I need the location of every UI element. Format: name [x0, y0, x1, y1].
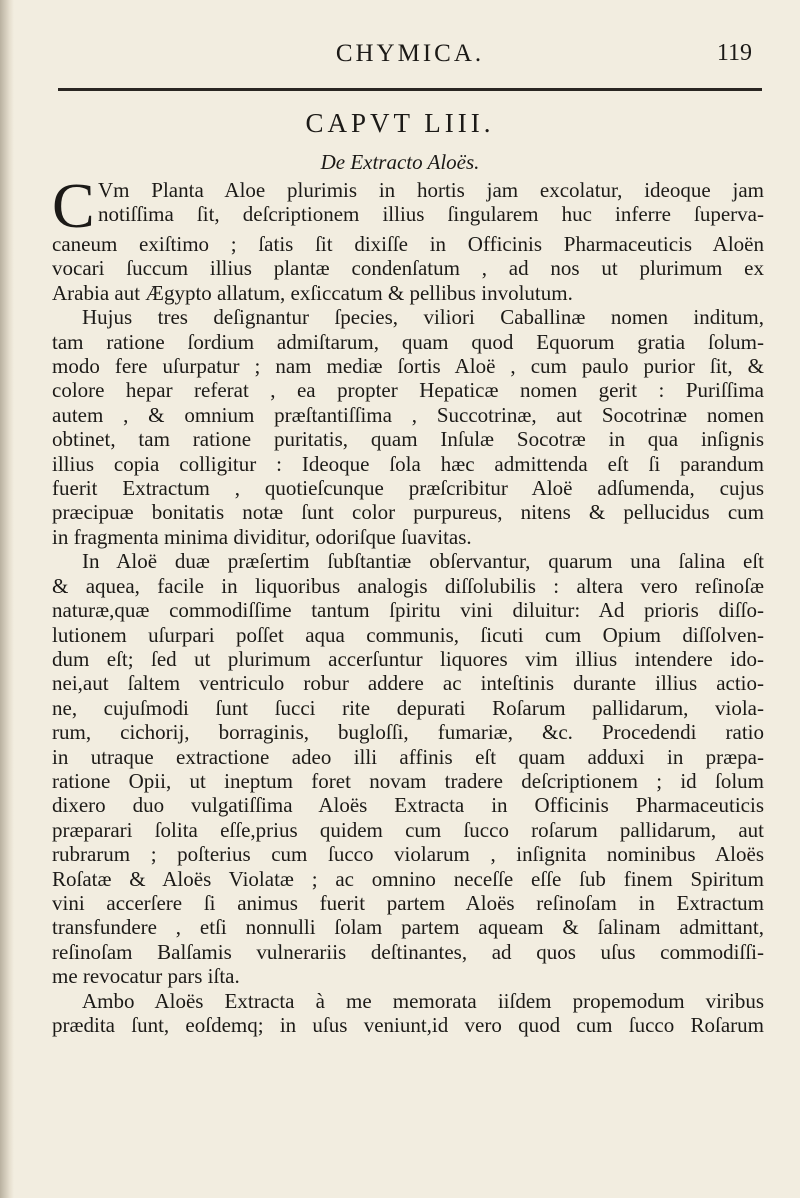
text-line: prædita ſunt, eoſdemq; in uſus veniunt,id vero quod cum ſucco Roſarum: [52, 1013, 764, 1037]
drop-cap: C: [52, 170, 95, 241]
page-gutter: [0, 0, 14, 1198]
text-line: vini accerſere ſi animus fuerit partem Aloës reſinoſam in Extractum: [52, 890, 764, 915]
text-line: colore hepar referat , ea propter Hepaticæ nomen gerit : Puriſſima: [52, 378, 764, 403]
text-line: nei,aut ſaltem ventriculo robur addere ac inteſtinis durante illius actio-: [52, 671, 764, 696]
text-line: reſinoſam Balſamis vulnerariis deſtinantes, ad quos uſus commodiſſi-: [52, 939, 764, 964]
text-line: modo fere uſurpatur ; nam mediæ ſortis Aloë , cum paulo purior ſit, &: [52, 354, 764, 379]
text-line: In Aloë duæ præſertim ſubſtantiæ obſervantur, quarum una ſalina eſt: [82, 549, 764, 574]
text-line: illius copia colligitur : Ideoque ſola hæc admittenda eſt ſi parandum: [52, 451, 764, 476]
text-line: in fragmenta minima dividitur, odoriſque ſuavitas.: [52, 524, 472, 549]
text-line: præcipuæ bonitatis notæ ſunt color purpureus, nitens & pellucidus cum: [52, 500, 764, 525]
text-line: Vm Planta Aloe plurimis in hortis jam excolatur, ideoque jam: [98, 178, 764, 202]
text-line: caneum exiſtimo ; ſatis ſit dixiſſe in Officinis Pharmaceuticis Aloën: [52, 232, 764, 256]
page-number: 119: [716, 40, 752, 66]
text-line: me revocatur pars iſta.: [52, 964, 240, 989]
running-head: CHYMICA.: [335, 40, 485, 67]
text-line: ratione Opii, ut ineptum foret novam tradere deſcriptionem ; id ſolum: [52, 768, 764, 793]
text-line: in utraque extractione adeo illi affinis eſt quam adduxi in præpa-: [52, 744, 764, 769]
text-line: præparari ſolita eſſe,prius quidem cum ſucco roſarum pallidarum, aut: [52, 817, 764, 842]
drop-cap-lines: [98, 178, 764, 232]
text-lines: [52, 232, 764, 1037]
text-line: Arabia aut Ægypto allatum, exſiccatum & pellibus involutum.: [52, 280, 573, 305]
text-line: ne, cujuſmodi ſunt ſucci rite depurati Roſarum pallidarum, viola-: [52, 695, 764, 720]
chapter-subtitle: De Extracto Aloës.: [320, 150, 480, 174]
text-line: notiſſima ſit, deſcriptionem illius ſingularem huc inferre ſuperva-: [98, 202, 764, 227]
text-line: & aquea, facile in liquoribus analogis diſſolubilis : altera vero reſinoſæ: [52, 573, 764, 598]
text-line: Ambo Aloës Extracta à me memorata iiſdem propemodum viribus: [82, 988, 764, 1013]
chapter-title: CAPVT LIII.: [305, 108, 495, 138]
text-line: vocari ſuccum illius plantæ condenſatum , ad nos ut plurimum ex: [52, 256, 764, 281]
text-line: obtinet, tam ratione puritatis, quam Inſulæ Socotræ in qua inſignis: [52, 427, 764, 452]
text-line: Roſatæ & Aloës Violatæ ; ac omnino neceſſe eſſe ſub finem Spiritum: [52, 866, 764, 891]
text-line: autem , & omnium præſtantiſſima , Succotrinæ, aut Socotrinæ nomen: [52, 402, 764, 427]
body-text: [52, 170, 764, 1037]
text-line: dum eſt; ſed ut plurimum accerſuntur liquores vim illius intendere ido-: [52, 646, 764, 671]
text-line: Hujus tres deſignantur ſpecies, viliori Caballinæ nomen inditum,: [82, 305, 764, 330]
text-line: fuerit Extractum , quotieſcunque præſcribitur Aloë adſumenda, cujus: [52, 476, 764, 501]
text-line: tam ratione ſordium admiſtarum, quam quod Equorum gratia ſolum-: [52, 329, 764, 354]
text-line: rubrarum ; poſterius cum ſucco violarum , inſignita nominibus Aloës: [52, 842, 764, 867]
opening-paragraph: [52, 170, 764, 241]
text-line: naturæ,quæ commodiſſime tantum ſpiritu vini diluitur: Ad prioris diſſo-: [52, 598, 764, 623]
page-header: [60, 38, 760, 78]
text-line: transfundere , etſi nonnulli ſolam partem aqueam & ſalinam admittant,: [52, 915, 764, 940]
text-line: dixero duo vulgatiſſima Aloës Extracta in Officinis Pharmaceuticis: [52, 793, 764, 818]
text-line: lutionem uſurpari poſſet aqua communis, ſicuti cum Opium diſſolven-: [52, 622, 764, 647]
header-rule: [58, 88, 762, 91]
text-line: rum, cichorij, borraginis, bugloſſi, fumariæ, &c. Procedendi ratio: [52, 720, 764, 745]
